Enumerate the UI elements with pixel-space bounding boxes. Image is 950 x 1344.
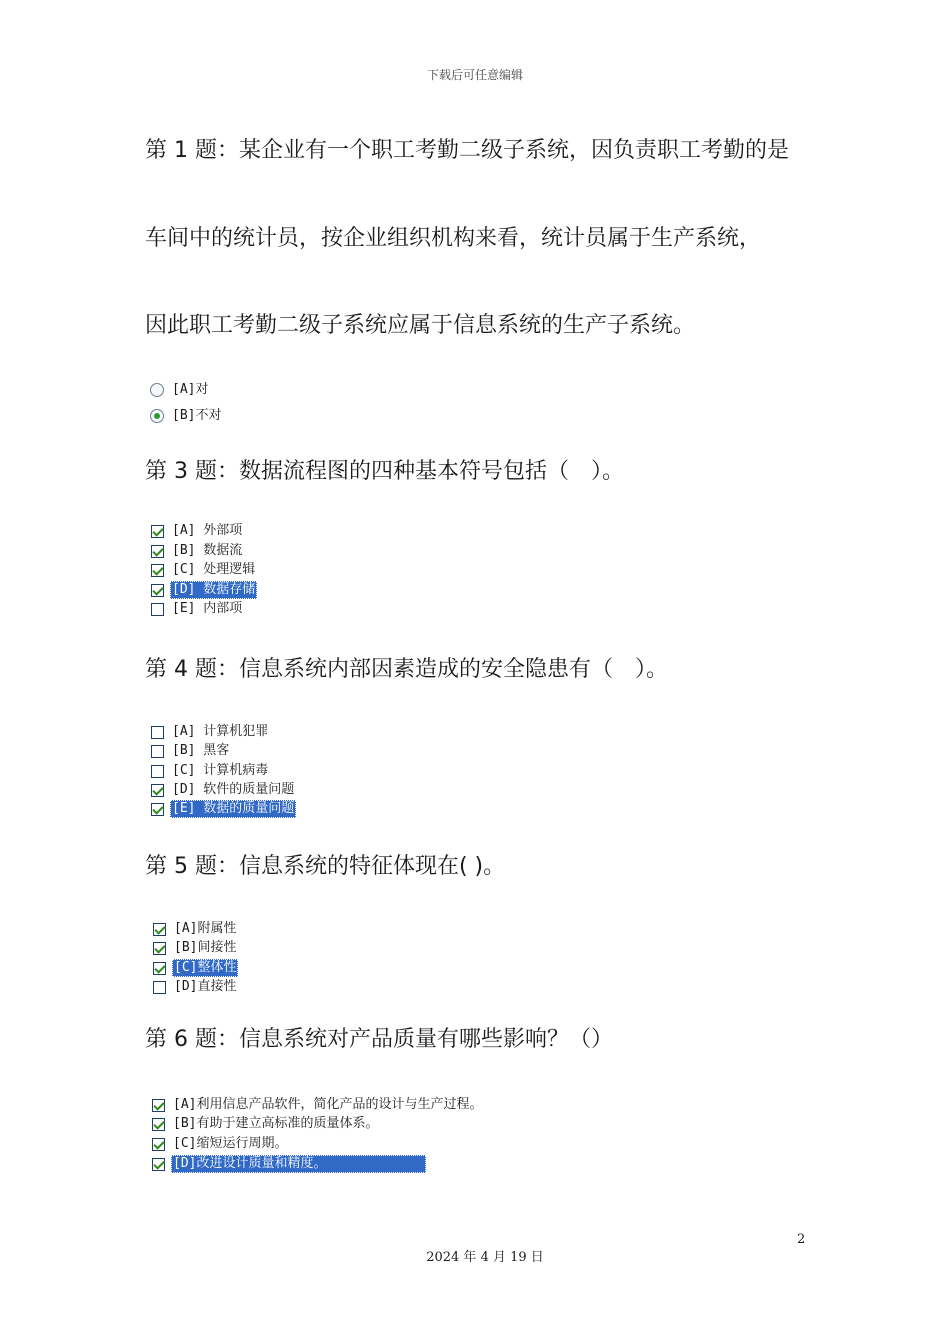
question-6-title: 第 6 题：信息系统对产品质量有哪些影响？（） (145, 1027, 613, 1052)
q3-option-c-label: [C] 处理逻辑 (172, 562, 256, 577)
q4-option-c-label: [C] 计算机病毒 (172, 763, 269, 778)
q6-option-d[interactable] (152, 1155, 426, 1173)
q1-option-a-label: [A]对 (172, 382, 209, 397)
checkbox-b[interactable] (153, 942, 166, 955)
checkbox-b[interactable] (151, 545, 164, 558)
question-1-line-3: 因此职工考勤二级子系统应属于信息系统的生产子系统。 (145, 313, 696, 338)
checkbox-b[interactable] (152, 1118, 165, 1131)
q4-option-a-label: [A] 计算机犯罪 (172, 724, 269, 739)
q6-option-a[interactable] (152, 1096, 484, 1114)
q1-option-a[interactable] (150, 381, 210, 399)
checkbox-d[interactable] (151, 584, 164, 597)
question-5-title: 第 5 题：信息系统的特征体现在( )。 (145, 854, 506, 879)
radio-button-a[interactable] (150, 383, 164, 397)
q4-option-a[interactable] (151, 723, 270, 741)
checkbox-c[interactable] (153, 962, 166, 975)
q6-option-a-label: [A]利用信息产品软件，简化产品的设计与生产过程。 (173, 1097, 483, 1112)
checkbox-a[interactable] (153, 923, 166, 936)
q3-option-d[interactable] (151, 581, 257, 599)
q6-option-d-label: [D]改进设计质量和精度。 (171, 1155, 426, 1173)
checkbox-a[interactable] (151, 525, 164, 538)
page-header: 下载后可任意编辑 (426, 68, 523, 82)
checkbox-d[interactable] (153, 981, 166, 994)
q5-option-a[interactable] (153, 920, 238, 938)
q4-option-e-label: [E] 数据的质量问题 (172, 801, 295, 816)
q4-option-c[interactable] (151, 762, 270, 780)
q5-option-d-label: [D]直接性 (174, 979, 237, 994)
question-1-line-2: 车间中的统计员，按企业组织机构来看，统计员属于生产系统， (145, 226, 762, 251)
q3-option-b-label: [B] 数据流 (172, 543, 243, 558)
q6-option-c[interactable] (152, 1135, 289, 1153)
q4-option-d[interactable] (151, 781, 296, 799)
q5-option-c-label: [C]整体性 (174, 960, 237, 975)
checkbox-c[interactable] (151, 765, 164, 778)
checkbox-d[interactable] (151, 784, 164, 797)
page-number: 2 (797, 1232, 806, 1247)
q5-option-b-label: [B]间接性 (174, 940, 237, 955)
q5-option-c[interactable] (153, 959, 238, 977)
q5-option-b[interactable] (153, 939, 238, 957)
q3-option-c[interactable] (151, 561, 257, 579)
q3-option-d-label: [D] 数据存储 (172, 582, 256, 597)
q3-option-b[interactable] (151, 542, 244, 560)
q3-option-e-label: [E] 内部项 (172, 601, 243, 616)
question-4-title: 第 4 题：信息系统内部因素造成的安全隐患有（ ）。 (145, 657, 668, 682)
question-3-title: 第 3 题：数据流程图的四种基本符号包括（ ）。 (145, 459, 624, 484)
q3-option-e[interactable] (151, 600, 244, 618)
q4-option-b[interactable] (151, 742, 231, 760)
checkbox-a[interactable] (152, 1099, 165, 1112)
q4-option-b-label: [B] 黑客 (172, 743, 230, 758)
q4-option-d-label: [D] 软件的质量问题 (172, 782, 295, 797)
q6-option-b[interactable] (152, 1115, 380, 1133)
checkbox-d[interactable] (152, 1158, 165, 1171)
checkbox-c[interactable] (152, 1138, 165, 1151)
q4-option-e[interactable] (151, 800, 296, 818)
q1-option-b[interactable] (150, 407, 223, 425)
checkbox-c[interactable] (151, 564, 164, 577)
q5-option-d[interactable] (153, 978, 238, 996)
page-footer-date: 2024 年 4 月 19 日 (426, 1250, 544, 1265)
q3-option-a-label: [A] 外部项 (172, 523, 243, 538)
checkbox-a[interactable] (151, 726, 164, 739)
q6-option-b-label: [B]有助于建立高标准的质量体系。 (173, 1116, 379, 1131)
q5-option-a-label: [A]附属性 (174, 921, 237, 936)
radio-button-b[interactable] (150, 409, 164, 423)
q6-option-c-label: [C]缩短运行周期。 (173, 1136, 288, 1151)
checkbox-e[interactable] (151, 803, 164, 816)
checkbox-e[interactable] (151, 603, 164, 616)
question-1-line-1: 第 1 题：某企业有一个职工考勤二级子系统，因负责职工考勤的是 (145, 138, 789, 163)
q3-option-a[interactable] (151, 522, 244, 540)
q1-option-b-label: [B]不对 (172, 408, 222, 423)
checkbox-b[interactable] (151, 745, 164, 758)
